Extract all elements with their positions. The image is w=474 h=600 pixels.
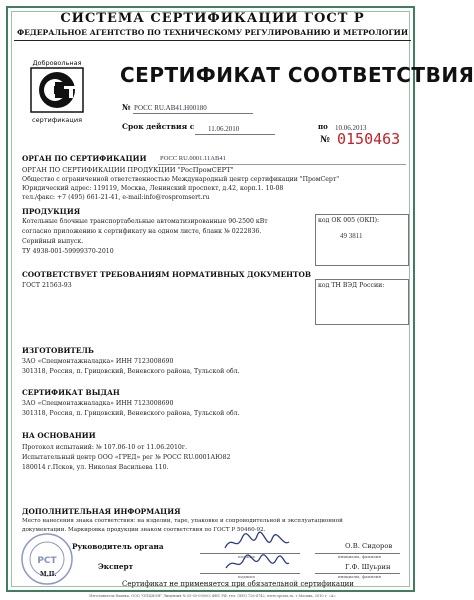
svg-text:Р: Р	[52, 84, 62, 97]
manufacturer-line1: ЗАО «Спецмонтажналадка» ИНН 7123008690	[22, 358, 174, 365]
organ-code: РОСС RU.0001.11АВ41	[160, 155, 226, 162]
product-line4: ТУ 4938-001-59999370-2010	[22, 248, 114, 255]
stamp-mark-label: М.П.	[40, 571, 57, 578]
serial-number-label: №	[320, 135, 330, 145]
signature-caption-expert: подпись	[238, 574, 256, 579]
organ-line3: Юридический адрес: 119119, Москва, Ленинский проспект, д.42, корп.1. 10-08	[22, 185, 284, 192]
svg-text:сертификация: сертификация	[32, 116, 82, 124]
valid-to-label: по	[318, 122, 328, 131]
additional-line1: Место нанесения знака соответствия: на изделии, таре, упаковке и сопроводительной и эксплуатационной	[22, 518, 343, 524]
product-line3: Серийный выпуск.	[22, 238, 84, 245]
organ-line4: тел./факс: +7 (495) 661-21-41, e-mail:info@rospromsert.ru	[22, 194, 210, 201]
blank-imprint: Изготовитель бланка: ООО "ОПЦИОН" Лицензия № 05-05-09/003 ФНС РФ, тел. (495) 726-4742, www.opcion.ru, г.Москва, 2010 г. «А»	[89, 594, 336, 598]
expert-signature	[222, 552, 292, 574]
product-heading: ПРОДУКЦИЯ	[22, 207, 81, 216]
issued-to-heading: СЕРТИФИКАТ ВЫДАН	[22, 388, 120, 397]
conformity-heading: СООТВЕТСТВУЕТ ТРЕБОВАНИЯМ НОРМАТИВНЫХ ДОКУМЕНТОВ	[22, 270, 311, 279]
name-caption-expert: инициалы, фамилия	[338, 574, 381, 579]
manufacturer-heading: ИЗГОТОВИТЕЛЬ	[22, 346, 94, 355]
registration-number: РОСС RU.АВ41.Н00180	[134, 104, 207, 112]
conformity-standard: ГОСТ 21563-93	[22, 282, 72, 289]
system-title: СИСТЕМА СЕРТИФИКАЦИИ ГОСТ Р	[60, 11, 365, 26]
signature-caption-head: подпись	[238, 554, 256, 559]
issued-to-line1: ЗАО «Спецмонтажналадка» ИНН 7123008690	[22, 400, 174, 407]
basis-line1: Протокол испытаний: № 107.06-10 от 11.06.2010г.	[22, 444, 188, 451]
head-name: О.В. Сидоров	[345, 542, 393, 550]
okp-label: код ОК 005 (ОКП):	[318, 217, 380, 224]
serial-number: 0150463	[337, 130, 401, 148]
validity-label: Срок действия с	[122, 122, 195, 131]
valid-from-date: 11.06.2010	[208, 125, 240, 133]
manufacturer-line2: 301318, Россия, п. Грицовский, Веневского района, Тульской обл.	[22, 368, 240, 375]
organ-line2: Общество с ограниченной ответственностью Международный центр сертификации "ПромСерт"	[22, 176, 340, 183]
expert-name: Г.Ф. Шуьрин	[345, 563, 391, 571]
basis-line3: 180014 г.Псков, ул. Николая Васильева 110.	[22, 464, 169, 471]
organ-heading: ОРГАН ПО СЕРТИФИКАЦИИ	[22, 154, 147, 163]
additional-line2: документации. Маркировка продукции знаком соответствия по ГОСТ Р 50460-92.	[22, 527, 266, 533]
organ-line1: ОРГАН ПО СЕРТИФИКАЦИИ ПРОДУКЦИИ "РосПромСЕРТ"	[22, 166, 234, 174]
head-signature	[222, 530, 292, 554]
basis-heading: НА ОСНОВАНИИ	[22, 431, 96, 440]
svg-text:Добровольная: Добровольная	[32, 59, 82, 67]
okp-value: 49 3811	[340, 232, 363, 240]
certificate-title: СЕРТИФИКАТ СООТВЕТСТВИЯ	[120, 63, 474, 87]
header-divider	[14, 40, 411, 41]
name-caption-head: инициалы, фамилия	[338, 554, 381, 559]
footer-note: Сертификат не применяется при обязательной сертификации	[122, 580, 354, 588]
product-line2: согласно приложению к сертификату на одном листе, бланк № 0222836.	[22, 228, 262, 235]
valid-to-date: 10.06.2013	[335, 124, 367, 132]
issued-to-line2: 301318, Россия, п. Грицовский, Веневского района, Тульской обл.	[22, 410, 240, 417]
additional-heading: ДОПОЛНИТЕЛЬНАЯ ИНФОРМАЦИЯ	[22, 507, 181, 516]
basis-line2: Испытательный центр ООО «ГРЕД» рег № РОСС RU.0001АЮ82	[22, 454, 231, 461]
agency-name: ФЕДЕРАЛЬНОЕ АГЕНТСТВО ПО ТЕХНИЧЕСКОМУ РЕГУЛИРОВАНИЮ И МЕТРОЛОГИИ	[16, 28, 409, 37]
head-of-organ-label: Руководитель органа	[72, 542, 164, 551]
expert-label: Эксперт	[98, 562, 134, 571]
product-line1: Котельные блочные транспортабельные автоматизированные 90-2500 кВт	[22, 218, 268, 225]
number-label: №	[122, 102, 131, 112]
svg-text:РСТ: РСТ	[37, 556, 57, 566]
voluntary-certification-logo	[22, 56, 92, 136]
tnved-label: код ТН ВЭД России:	[318, 282, 385, 289]
